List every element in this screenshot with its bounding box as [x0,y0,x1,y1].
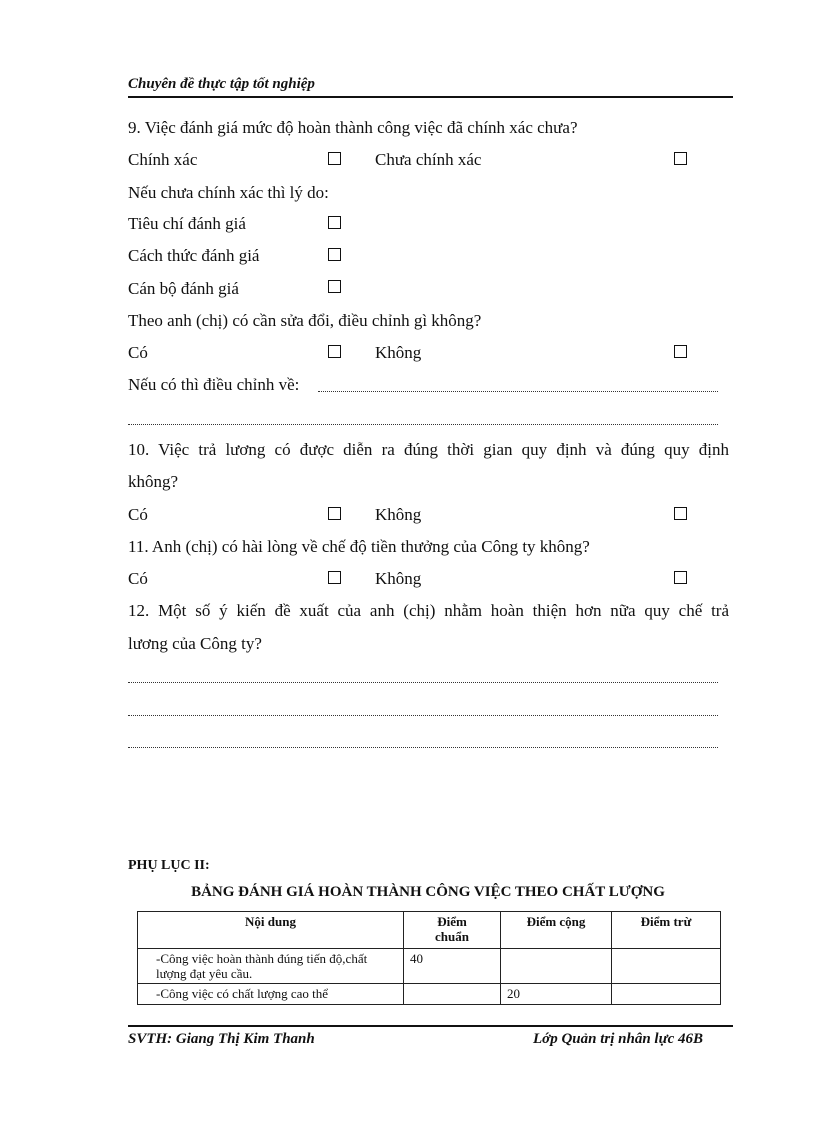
q10-no-label: Không [375,505,422,524]
q10-yes-checkbox[interactable] [328,507,341,520]
q9-reason-criteria-checkbox[interactable] [328,216,341,229]
q9-adjust-answer-line[interactable] [318,391,718,392]
q9-reason-method-checkbox[interactable] [328,248,341,261]
table-header-row [138,912,721,949]
q10-question-line-2: không? [128,472,179,491]
header-rule [128,96,733,98]
row-2-standard-score [404,984,501,1005]
appendix-label: PHỤ LỤC II: [128,858,210,873]
q9-followup-no-label: Không [375,343,422,362]
q12-answer-line-3[interactable] [128,747,718,748]
q10-no-checkbox[interactable] [674,507,687,520]
row-2-bonus-score: 20 [501,984,612,1005]
page-header-title: Chuyên đề thực tập tốt nghiệp [128,76,315,92]
q12-answer-line-2[interactable] [128,715,718,716]
footer-class-name: Lớp Quản trị nhân lực 46B [533,1031,703,1047]
q9-followup-question: Theo anh (chị) có cần sửa đổi, điều chỉnh gì không? [128,311,482,330]
row-1-standard-score: 40 [404,949,501,984]
q9-adjust-label: Nếu có thì điều chỉnh về: [128,375,300,394]
q12-question-line-2: lương của Công ty? [128,634,262,653]
q11-no-label: Không [375,569,422,588]
q9-reason-staff-checkbox[interactable] [328,280,341,293]
q11-question: 11. Anh (chị) có hài lòng về chế độ tiền thưởng của Công ty không? [128,537,590,556]
q10-question-line-1: 10. Việc trả lương có được diễn ra đúng thời gian quy định và đúng quy định [128,440,729,459]
q9-followup-no-checkbox[interactable] [674,345,687,358]
row-2-deduction-score [612,984,721,1005]
header-content: Nội dung [138,912,404,949]
q9-option-yes-checkbox[interactable] [328,152,341,165]
header-bonus-score: Điểm cộng [501,912,612,949]
evaluation-table [137,911,721,1005]
q11-yes-label: Có [128,569,148,588]
q9-option-yes-label: Chính xác [128,150,198,169]
table-row [138,949,721,984]
q9-adjust-answer-line-2[interactable] [128,424,718,425]
table-row [138,984,721,1005]
q12-answer-line-1[interactable] [128,682,718,683]
row-1-deduction-score [612,949,721,984]
q10-yes-label: Có [128,505,148,524]
header-standard-score: Điểm chuẩn [404,912,501,949]
row-2-content: -Công việc có chất lượng cao thể [138,984,404,1005]
q9-followup-yes-label: Có [128,343,148,362]
q9-option-no-label: Chưa chính xác [375,150,482,169]
row-1-bonus-score [501,949,612,984]
q11-yes-checkbox[interactable] [328,571,341,584]
q12-question-line-1: 12. Một số ý kiến đề xuất của anh (chị) nhằm hoàn thiện hơn nữa quy chế trả [128,601,729,620]
row-1-content: -Công việc hoàn thành đúng tiến độ,chất lượng đạt yêu cầu. [138,949,404,984]
q9-question: 9. Việc đánh giá mức độ hoàn thành công việc đã chính xác chưa? [128,118,578,137]
footer-student-name: SVTH: Giang Thị Kim Thanh [128,1031,315,1047]
q9-option-no-checkbox[interactable] [674,152,687,165]
q9-reason-staff-label: Cán bộ đánh giá [128,279,239,298]
appendix-table-title: BẢNG ĐÁNH GIÁ HOÀN THÀNH CÔNG VIỆC THEO CHẤT LƯỢNG [191,884,665,900]
q11-no-checkbox[interactable] [674,571,687,584]
q9-reason-method-label: Cách thức đánh giá [128,246,260,265]
q9-reason-criteria-label: Tiêu chí đánh giá [128,214,246,233]
footer-rule [128,1025,733,1027]
q9-reason-intro: Nếu chưa chính xác thì lý do: [128,183,329,202]
header-deduction-score: Điểm trừ [612,912,721,949]
q9-followup-yes-checkbox[interactable] [328,345,341,358]
